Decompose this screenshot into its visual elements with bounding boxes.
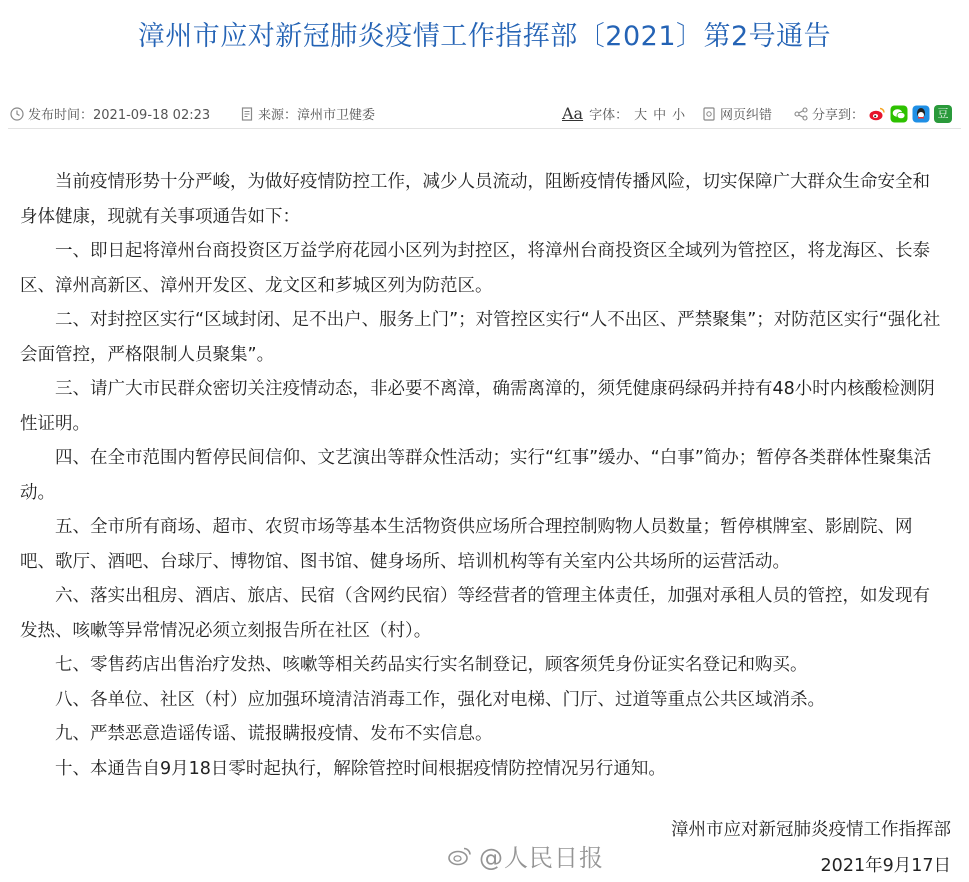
article-paragraph: 十、本通告自9月18日零时起执行，解除管控时间根据疫情防控情况另行通知。: [55, 758, 666, 779]
article-paragraph: 八、各单位、社区（村）应加强环境清洁消毒工作，强化对电梯、门厅、过道等重点公共区域消杀。: [55, 689, 825, 710]
document-icon: [240, 107, 254, 121]
qq-share-icon[interactable]: [912, 105, 930, 123]
font-label: 字体：: [589, 108, 629, 123]
article-paragraph: 四、在全市范围内暂停民间信仰、文艺演出等群众性活动；实行“红事”缓办、“白事”简办；暂停各类群体性聚集活动。: [20, 448, 932, 503]
article-paragraph: 三、请广大市民群众密切关注疫情动态，非必要不离漳，确需离漳的，须凭健康码绿码并持有48小时内核酸检测阴性证明。: [20, 379, 935, 434]
source: [240, 104, 375, 123]
article-body: [20, 165, 945, 786]
font-size-medium[interactable]: 中: [653, 108, 667, 123]
watermark-text: @人民日报: [479, 844, 604, 872]
watermark: [447, 838, 604, 873]
clock-icon: [10, 107, 24, 121]
article-paragraph: 二、对封控区实行“区域封闭、足不出户、服务上门”；对管控区实行“人不出区、严禁聚集”；对防范区实行“强化社会面管控，严格限制人员聚集”。: [20, 310, 941, 365]
douban-share-icon[interactable]: 豆: [934, 105, 952, 123]
weibo-watermark-icon: [447, 845, 473, 867]
article-paragraph: 九、严禁恶意造谣传谣、谎报瞒报疫情、发布不实信息。: [55, 724, 493, 744]
wechat-share-icon[interactable]: [890, 105, 908, 123]
article-title: 漳州市应对新冠肺炎疫情工作指挥部〔2021〕第2号通告: [137, 21, 832, 52]
publish-time: [10, 104, 210, 123]
article-meta-bar: [8, 100, 961, 129]
article-paragraph: 当前疫情形势十分严峻，为做好疫情防控工作，减少人员流动，阻断疫情传播风险，切实保障广大群众生命安全和身体健康，现就有关事项通告如下：: [20, 172, 930, 227]
error-report-link[interactable]: [702, 104, 772, 123]
signature-date: 2021年9月17日: [820, 856, 951, 876]
share-label: 分享到：: [812, 108, 865, 123]
article-paragraph: 五、全市所有商场、超市、农贸市场等基本生活物资供应场所合理控制购物人员数量；暂停棋牌室、影剧院、网吧、歌厅、酒吧、台球厅、博物馆、图书馆、健身场所、培训机构等有关室内公共场所的运营活动。: [20, 517, 913, 572]
font-size-switcher: [562, 104, 685, 123]
source-text: 来源：漳州市卫健委: [258, 108, 376, 123]
article-paragraph: 七、零售药店出售治疗发热、咳嗽等相关药品实行实名制登记，顾客须凭身份证实名登记和购买。: [55, 655, 808, 675]
report-page-icon: [702, 107, 716, 121]
font-aa-icon: Aa: [562, 104, 584, 123]
share-bar: [794, 104, 952, 123]
font-size-large[interactable]: 大: [634, 108, 648, 123]
article-paragraph: 一、即日起将漳州台商投资区万益学府花园小区列为封控区，将漳州台商投资区全域列为管控区，将龙海区、长泰区、漳州高新区、漳州开发区、龙文区和芗城区列为防范区。: [20, 241, 930, 296]
weibo-share-icon[interactable]: [868, 105, 886, 123]
publish-time-text: 发布时间：2021-09-18 02:23: [28, 108, 211, 123]
error-report-text: 网页纠错: [720, 108, 773, 123]
font-size-small[interactable]: 小: [672, 108, 686, 123]
signature-org: 漳州市应对新冠肺炎疫情工作指挥部: [671, 820, 951, 840]
article-paragraph: 六、落实出租房、酒店、旅店、民宿（含网约民宿）等经营者的管理主体责任，加强对承租人员的管控，如发现有发热、咳嗽等异常情况必须立刻报告所在社区（村）。: [20, 586, 930, 641]
share-icon: [794, 107, 808, 121]
